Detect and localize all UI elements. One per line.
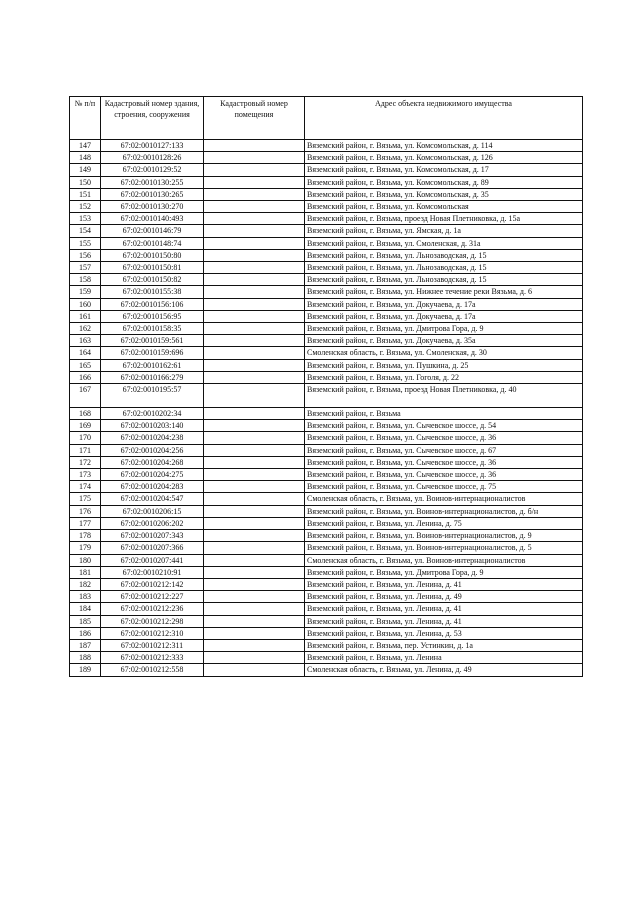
table-row — [70, 578, 583, 590]
building-cadastral-number: 67:02:0010212:227 — [101, 591, 204, 603]
address: Вяземский район, г. Вязьма, ул. Сычевское шоссе, д. 54 — [305, 420, 583, 432]
address: Вяземский район, г. Вязьма, пер. Устинкин, д. 1а — [305, 639, 583, 651]
row-number: 174 — [70, 481, 101, 493]
table-row — [70, 664, 583, 676]
row-number: 169 — [70, 420, 101, 432]
table-row — [70, 627, 583, 639]
building-cadastral-number: 67:02:0010156:95 — [101, 310, 204, 322]
room-cadastral-number — [204, 481, 305, 493]
address: Смоленская область, г. Вязьма, ул. Смоленская, д. 30 — [305, 347, 583, 359]
building-cadastral-number: 67:02:0010150:80 — [101, 249, 204, 261]
address: Вяземский район, г. Вязьма, ул. Воинов-интернационалистов, д. 9 — [305, 530, 583, 542]
row-number: 164 — [70, 347, 101, 359]
address: Вяземский район, г. Вязьма, ул. Комсомольская, д. 17 — [305, 164, 583, 176]
address: Вяземский район, г. Вязьма, ул. Докучаева, д. 17а — [305, 310, 583, 322]
room-cadastral-number — [204, 213, 305, 225]
address: Вяземский район, г. Вязьма, ул. Ямская, д. 1а — [305, 225, 583, 237]
table-row — [70, 225, 583, 237]
building-cadastral-number: 67:02:0010212:311 — [101, 639, 204, 651]
room-cadastral-number — [204, 420, 305, 432]
address: Вяземский район, г. Вязьма, ул. Комсомольская, д. 126 — [305, 152, 583, 164]
table-row — [70, 444, 583, 456]
row-number: 179 — [70, 542, 101, 554]
row-number: 149 — [70, 164, 101, 176]
room-cadastral-number — [204, 140, 305, 152]
row-number: 182 — [70, 578, 101, 590]
address: Вяземский район, г. Вязьма, ул. Сычевское шоссе, д. 36 — [305, 469, 583, 481]
row-number: 189 — [70, 664, 101, 676]
building-cadastral-number: 67:02:0010204:547 — [101, 493, 204, 505]
building-cadastral-number: 67:02:0010212:333 — [101, 652, 204, 664]
row-number: 180 — [70, 554, 101, 566]
row-number: 171 — [70, 444, 101, 456]
address: Вяземский район, г. Вязьма, ул. Пушкина, д. 25 — [305, 359, 583, 371]
address: Вяземский район, г. Вязьма, ул. Сычевское шоссе, д. 36 — [305, 456, 583, 468]
table-row — [70, 164, 583, 176]
row-number: 187 — [70, 639, 101, 651]
table-row — [70, 274, 583, 286]
row-number: 173 — [70, 469, 101, 481]
row-number: 168 — [70, 408, 101, 420]
table-row — [70, 505, 583, 517]
building-cadastral-number: 67:02:0010206:15 — [101, 505, 204, 517]
building-cadastral-number: 67:02:0010210:91 — [101, 566, 204, 578]
row-number: 156 — [70, 249, 101, 261]
building-cadastral-number: 67:02:0010130:255 — [101, 176, 204, 188]
building-cadastral-number: 67:02:0010212:142 — [101, 578, 204, 590]
header-room-cadastral: Кадастровый номер помещения — [204, 97, 305, 140]
address: Вяземский район, г. Вязьма, ул. Льнозаводская, д. 15 — [305, 249, 583, 261]
address: Вяземский район, г. Вязьма, ул. Сычевское шоссе, д. 67 — [305, 444, 583, 456]
row-number: 158 — [70, 274, 101, 286]
row-number: 155 — [70, 237, 101, 249]
table-row — [70, 188, 583, 200]
address: Вяземский район, г. Вязьма, ул. Смоленская, д. 31а — [305, 237, 583, 249]
room-cadastral-number — [204, 639, 305, 651]
table-row — [70, 262, 583, 274]
table-row — [70, 298, 583, 310]
row-number: 170 — [70, 432, 101, 444]
table-body — [70, 140, 583, 677]
row-number: 162 — [70, 323, 101, 335]
building-cadastral-number: 67:02:0010204:268 — [101, 456, 204, 468]
room-cadastral-number — [204, 627, 305, 639]
room-cadastral-number — [204, 469, 305, 481]
address: Вяземский район, г. Вязьма, ул. Сычевское шоссе, д. 36 — [305, 432, 583, 444]
address: Вяземский район, г. Вязьма, ул. Ленина, д. 53 — [305, 627, 583, 639]
table-row — [70, 591, 583, 603]
address: Вяземский район, г. Вязьма, ул. Дмитрова Гора, д. 9 — [305, 323, 583, 335]
building-cadastral-number: 67:02:0010128:26 — [101, 152, 204, 164]
row-number: 160 — [70, 298, 101, 310]
table-row — [70, 481, 583, 493]
building-cadastral-number: 67:02:0010203:140 — [101, 420, 204, 432]
building-cadastral-number: 67:02:0010155:38 — [101, 286, 204, 298]
room-cadastral-number — [204, 517, 305, 529]
building-cadastral-number: 67:02:0010146:79 — [101, 225, 204, 237]
address: Вяземский район, г. Вязьма, ул. Ленина, д. 41 — [305, 578, 583, 590]
building-cadastral-number: 67:02:0010207:343 — [101, 530, 204, 542]
room-cadastral-number — [204, 335, 305, 347]
row-number: 183 — [70, 591, 101, 603]
table-row — [70, 359, 583, 371]
building-cadastral-number: 67:02:0010207:441 — [101, 554, 204, 566]
row-number: 165 — [70, 359, 101, 371]
room-cadastral-number — [204, 298, 305, 310]
row-number: 177 — [70, 517, 101, 529]
room-cadastral-number — [204, 408, 305, 420]
table-row — [70, 408, 583, 420]
building-cadastral-number: 67:02:0010207:366 — [101, 542, 204, 554]
table-row — [70, 347, 583, 359]
building-cadastral-number: 67:02:0010212:310 — [101, 627, 204, 639]
row-number: 181 — [70, 566, 101, 578]
room-cadastral-number — [204, 664, 305, 676]
row-number: 175 — [70, 493, 101, 505]
address: Вяземский район, г. Вязьма, проезд Новая Плетниковка, д. 15а — [305, 213, 583, 225]
building-cadastral-number: 67:02:0010130:265 — [101, 188, 204, 200]
row-number: 166 — [70, 371, 101, 383]
room-cadastral-number — [204, 384, 305, 408]
table-row — [70, 237, 583, 249]
table-row — [70, 493, 583, 505]
room-cadastral-number — [204, 591, 305, 603]
address: Вяземский район, г. Вязьма, ул. Комсомольская, д. 89 — [305, 176, 583, 188]
building-cadastral-number: 67:02:0010159:696 — [101, 347, 204, 359]
table-row — [70, 517, 583, 529]
building-cadastral-number: 67:02:0010162:61 — [101, 359, 204, 371]
row-number: 152 — [70, 201, 101, 213]
room-cadastral-number — [204, 176, 305, 188]
room-cadastral-number — [204, 323, 305, 335]
row-number: 186 — [70, 627, 101, 639]
room-cadastral-number — [204, 237, 305, 249]
table-row — [70, 566, 583, 578]
table-row — [70, 652, 583, 664]
building-cadastral-number: 67:02:0010166:279 — [101, 371, 204, 383]
building-cadastral-number: 67:02:0010127:133 — [101, 140, 204, 152]
address: Вяземский район, г. Вязьма, ул. Ленина, д. 75 — [305, 517, 583, 529]
room-cadastral-number — [204, 615, 305, 627]
building-cadastral-number: 67:02:0010130:270 — [101, 201, 204, 213]
room-cadastral-number — [204, 286, 305, 298]
table-row — [70, 371, 583, 383]
room-cadastral-number — [204, 603, 305, 615]
building-cadastral-number: 67:02:0010158:35 — [101, 323, 204, 335]
table-row — [70, 639, 583, 651]
row-number: 157 — [70, 262, 101, 274]
header-row — [70, 97, 583, 140]
table-row — [70, 323, 583, 335]
row-number: 163 — [70, 335, 101, 347]
building-cadastral-number: 67:02:0010212:558 — [101, 664, 204, 676]
room-cadastral-number — [204, 444, 305, 456]
row-number: 167 — [70, 384, 101, 408]
building-cadastral-number: 67:02:0010159:561 — [101, 335, 204, 347]
room-cadastral-number — [204, 456, 305, 468]
building-cadastral-number: 67:02:0010195:57 — [101, 384, 204, 408]
address: Вяземский район, г. Вязьма, ул. Ленина — [305, 652, 583, 664]
room-cadastral-number — [204, 505, 305, 517]
building-cadastral-number: 67:02:0010212:298 — [101, 615, 204, 627]
address: Вяземский район, г. Вязьма, ул. Комсомольская, д. 35 — [305, 188, 583, 200]
address: Вяземский район, г. Вязьма, ул. Ленина, д. 41 — [305, 603, 583, 615]
address: Смоленская область, г. Вязьма, ул. Воинов-интернационалистов — [305, 554, 583, 566]
building-cadastral-number: 67:02:0010204:275 — [101, 469, 204, 481]
building-cadastral-number: 67:02:0010156:106 — [101, 298, 204, 310]
table-row — [70, 286, 583, 298]
table-row — [70, 456, 583, 468]
room-cadastral-number — [204, 347, 305, 359]
building-cadastral-number: 67:02:0010150:81 — [101, 262, 204, 274]
table-row — [70, 384, 583, 408]
table-row — [70, 603, 583, 615]
row-number: 159 — [70, 286, 101, 298]
row-number: 188 — [70, 652, 101, 664]
table-row — [70, 420, 583, 432]
room-cadastral-number — [204, 530, 305, 542]
row-number: 147 — [70, 140, 101, 152]
table-row — [70, 615, 583, 627]
building-cadastral-number: 67:02:0010204:283 — [101, 481, 204, 493]
building-cadastral-number: 67:02:0010202:34 — [101, 408, 204, 420]
address: Смоленская область, г. Вязьма, ул. Ленина, д. 49 — [305, 664, 583, 676]
table-row — [70, 469, 583, 481]
table-row — [70, 530, 583, 542]
row-number: 185 — [70, 615, 101, 627]
building-cadastral-number: 67:02:0010204:238 — [101, 432, 204, 444]
address: Вяземский район, г. Вязьма, ул. Комсомольская — [305, 201, 583, 213]
room-cadastral-number — [204, 371, 305, 383]
header-address: Адрес объекта недвижимого имущества — [305, 97, 583, 140]
room-cadastral-number — [204, 554, 305, 566]
room-cadastral-number — [204, 432, 305, 444]
address: Вяземский район, г. Вязьма, ул. Воинов-интернационалистов, д. 5 — [305, 542, 583, 554]
row-number: 176 — [70, 505, 101, 517]
room-cadastral-number — [204, 566, 305, 578]
row-number: 161 — [70, 310, 101, 322]
building-cadastral-number: 67:02:0010140:493 — [101, 213, 204, 225]
address: Вяземский район, г. Вязьма, ул. Нижнее течение реки Вязьма, д. 6 — [305, 286, 583, 298]
room-cadastral-number — [204, 188, 305, 200]
row-number: 151 — [70, 188, 101, 200]
row-number: 154 — [70, 225, 101, 237]
building-cadastral-number: 67:02:0010129:52 — [101, 164, 204, 176]
table-row — [70, 249, 583, 261]
address: Вяземский район, г. Вязьма — [305, 408, 583, 420]
table-row — [70, 152, 583, 164]
address: Вяземский район, г. Вязьма, ул. Докучаева, д. 17а — [305, 298, 583, 310]
room-cadastral-number — [204, 652, 305, 664]
row-number: 172 — [70, 456, 101, 468]
building-cadastral-number: 67:02:0010150:82 — [101, 274, 204, 286]
header-building-cadastral: Кадастровый номер здания, строения, сооружения — [101, 97, 204, 140]
address: Вяземский район, г. Вязьма, ул. Льнозаводская, д. 15 — [305, 262, 583, 274]
room-cadastral-number — [204, 542, 305, 554]
table-row — [70, 335, 583, 347]
address: Вяземский район, г. Вязьма, ул. Льнозаводская, д. 15 — [305, 274, 583, 286]
table-row — [70, 310, 583, 322]
room-cadastral-number — [204, 262, 305, 274]
room-cadastral-number — [204, 310, 305, 322]
table-row — [70, 554, 583, 566]
address: Вяземский район, г. Вязьма, ул. Дмитрова Гора, д. 9 — [305, 566, 583, 578]
room-cadastral-number — [204, 201, 305, 213]
room-cadastral-number — [204, 578, 305, 590]
building-cadastral-number: 67:02:0010148:74 — [101, 237, 204, 249]
row-number: 184 — [70, 603, 101, 615]
building-cadastral-number: 67:02:0010206:202 — [101, 517, 204, 529]
address: Вяземский район, г. Вязьма, ул. Воинов-интернационалистов, д. б/н — [305, 505, 583, 517]
address: Вяземский район, г. Вязьма, ул. Гоголя, д. 22 — [305, 371, 583, 383]
address: Вяземский район, г. Вязьма, проезд Новая Плетниковка, д. 40 — [305, 384, 583, 408]
row-number: 148 — [70, 152, 101, 164]
address: Вяземский район, г. Вязьма, ул. Ленина, д. 41 — [305, 615, 583, 627]
property-register-table — [69, 96, 583, 677]
room-cadastral-number — [204, 164, 305, 176]
table-row — [70, 201, 583, 213]
room-cadastral-number — [204, 249, 305, 261]
room-cadastral-number — [204, 152, 305, 164]
address: Вяземский район, г. Вязьма, ул. Докучаева, д. 35а — [305, 335, 583, 347]
row-number: 153 — [70, 213, 101, 225]
table-row — [70, 432, 583, 444]
room-cadastral-number — [204, 225, 305, 237]
row-number: 178 — [70, 530, 101, 542]
building-cadastral-number: 67:02:0010212:236 — [101, 603, 204, 615]
table-row — [70, 542, 583, 554]
room-cadastral-number — [204, 274, 305, 286]
room-cadastral-number — [204, 359, 305, 371]
building-cadastral-number: 67:02:0010204:256 — [101, 444, 204, 456]
address: Вяземский район, г. Вязьма, ул. Комсомольская, д. 114 — [305, 140, 583, 152]
header-row-number: № п/п — [70, 97, 101, 140]
row-number: 150 — [70, 176, 101, 188]
room-cadastral-number — [204, 493, 305, 505]
address: Смоленская область, г. Вязьма, ул. Воинов-интернационалистов — [305, 493, 583, 505]
table-row — [70, 213, 583, 225]
address: Вяземский район, г. Вязьма, ул. Ленина, д. 49 — [305, 591, 583, 603]
table-row — [70, 140, 583, 152]
table-row — [70, 176, 583, 188]
address: Вяземский район, г. Вязьма, ул. Сычевское шоссе, д. 75 — [305, 481, 583, 493]
